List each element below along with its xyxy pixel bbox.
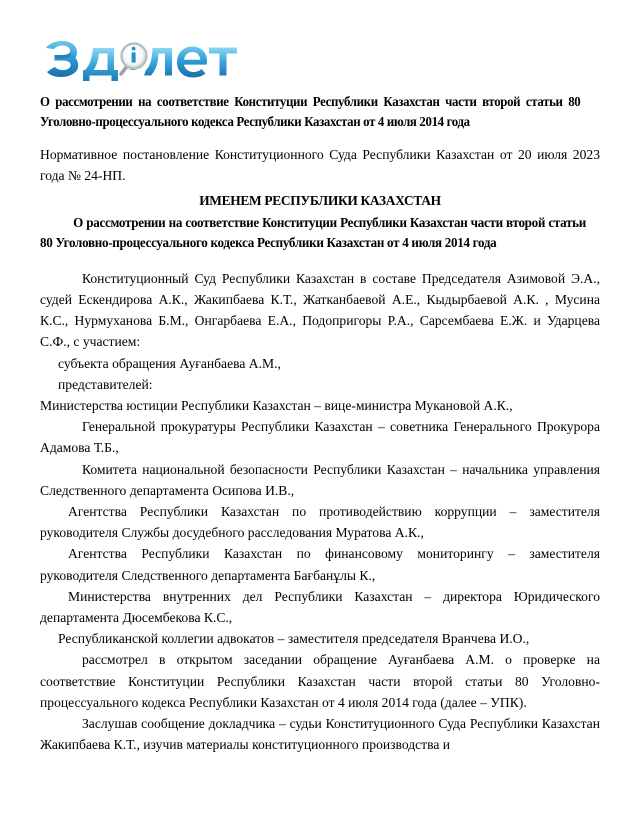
paragraph-bar-association: Республиканской коллегии адвокатов – заместителя председателя Вранчева И.О.,: [58, 631, 530, 647]
paragraph-representatives-label: представителей:: [58, 376, 153, 392]
logo-letter-ye: [177, 47, 207, 78]
paragraph-ministry-of-internal-affairs: Министерства внутренних дел Республики Казахстан – директора Юридического департамента Дюсембекова К.С.,: [40, 588, 600, 626]
document-title: О рассмотрении на соответствие Конституции Республики Казахстан части второй статьи 80 Уголовно-процессуального кодекса Республики Казахстан от 4 июля 2014 года: [40, 94, 581, 130]
paragraph-national-security-committee: Комитета национальной безопасности Республики Казахстан – начальника управления Следственного департамента Осипова И.В.,: [40, 461, 600, 498]
document-subheading: О рассмотрении на соответствие Конституции Республики Казахстан части второй статьи 80 Уголовно-процессуального кодекса Республики Казахстан от 4 июля 2014 года: [40, 214, 586, 251]
paragraph-court-composition: Конституционный Суд Республики Казахстан в составе Председателя Азимовой Э.А., судей Ескендирова А.К., Жакипбаева К.Т., Жатканбаевой А.Е., Кыдырбаевой А.К. , Мусина К.С., Нурмуханова Б.М., Онгарбаева Е.А., Подопригоры Р.А., Сарсембаева Е.Ж. и Ударцева С.Ф., с участием:: [40, 270, 600, 350]
paragraph-financial-monitoring-agency: Агентства Республики Казахстан по финансовому мониторингу – заместителя руководителя Следственного департамента Бағбанұлы К.,: [40, 546, 600, 583]
logo-letter-el: [144, 48, 172, 76]
normative-reference: Нормативное постановление Конституционного Суда Республики Казахстан от 20 июля 2023 года № 24-НП.: [40, 146, 600, 183]
paragraph-prosecutor-general: Генеральной прокуратуры Республики Казахстан – советника Генерального Прокурора Адамова Т.Б.,: [40, 419, 600, 456]
logo-letter-de: [83, 48, 118, 81]
adilet-logo[interactable]: [38, 34, 238, 86]
paragraph-ministry-of-justice: Министерства юстиции Республики Казахстан – вице-министра Мукановой А.К.,: [40, 398, 513, 414]
logo-letter-ae: [46, 41, 78, 77]
paragraph-applicant: субъекта обращения Ауғанбаева А.М.,: [58, 355, 281, 371]
in-the-name-heading: ИМЕНЕМ РЕСПУБЛИКИ КАЗАХСТАН: [199, 192, 441, 208]
magnifier-icon: [121, 44, 147, 75]
paragraph-review-statement: рассмотрел в открытом заседании обращение Ауғанбаева А.М. о проверке на соответствие Конституции Республики Казахстан части второй статьи 80 Уголовно-процессуального кодекса Республики Казахстан от 4 июля 2014 года (далее – УПК).: [40, 652, 600, 710]
adilet-logo-graphic: [38, 34, 238, 86]
paragraph-anticorruption-agency: Агентства Республики Казахстан по противодействию коррупции – заместителя руководителя Службы досудебного расследования Муратова А.К.,: [40, 504, 600, 541]
document-content: [40, 92, 600, 755]
paragraph-rapporteur: Заслушав сообщение докладчика – судьи Конституционного Суда Республики Казахстан Жакипбаева К.Т., изучив материалы конституционного производства и: [40, 716, 600, 753]
logo-letter-te: [209, 48, 237, 76]
